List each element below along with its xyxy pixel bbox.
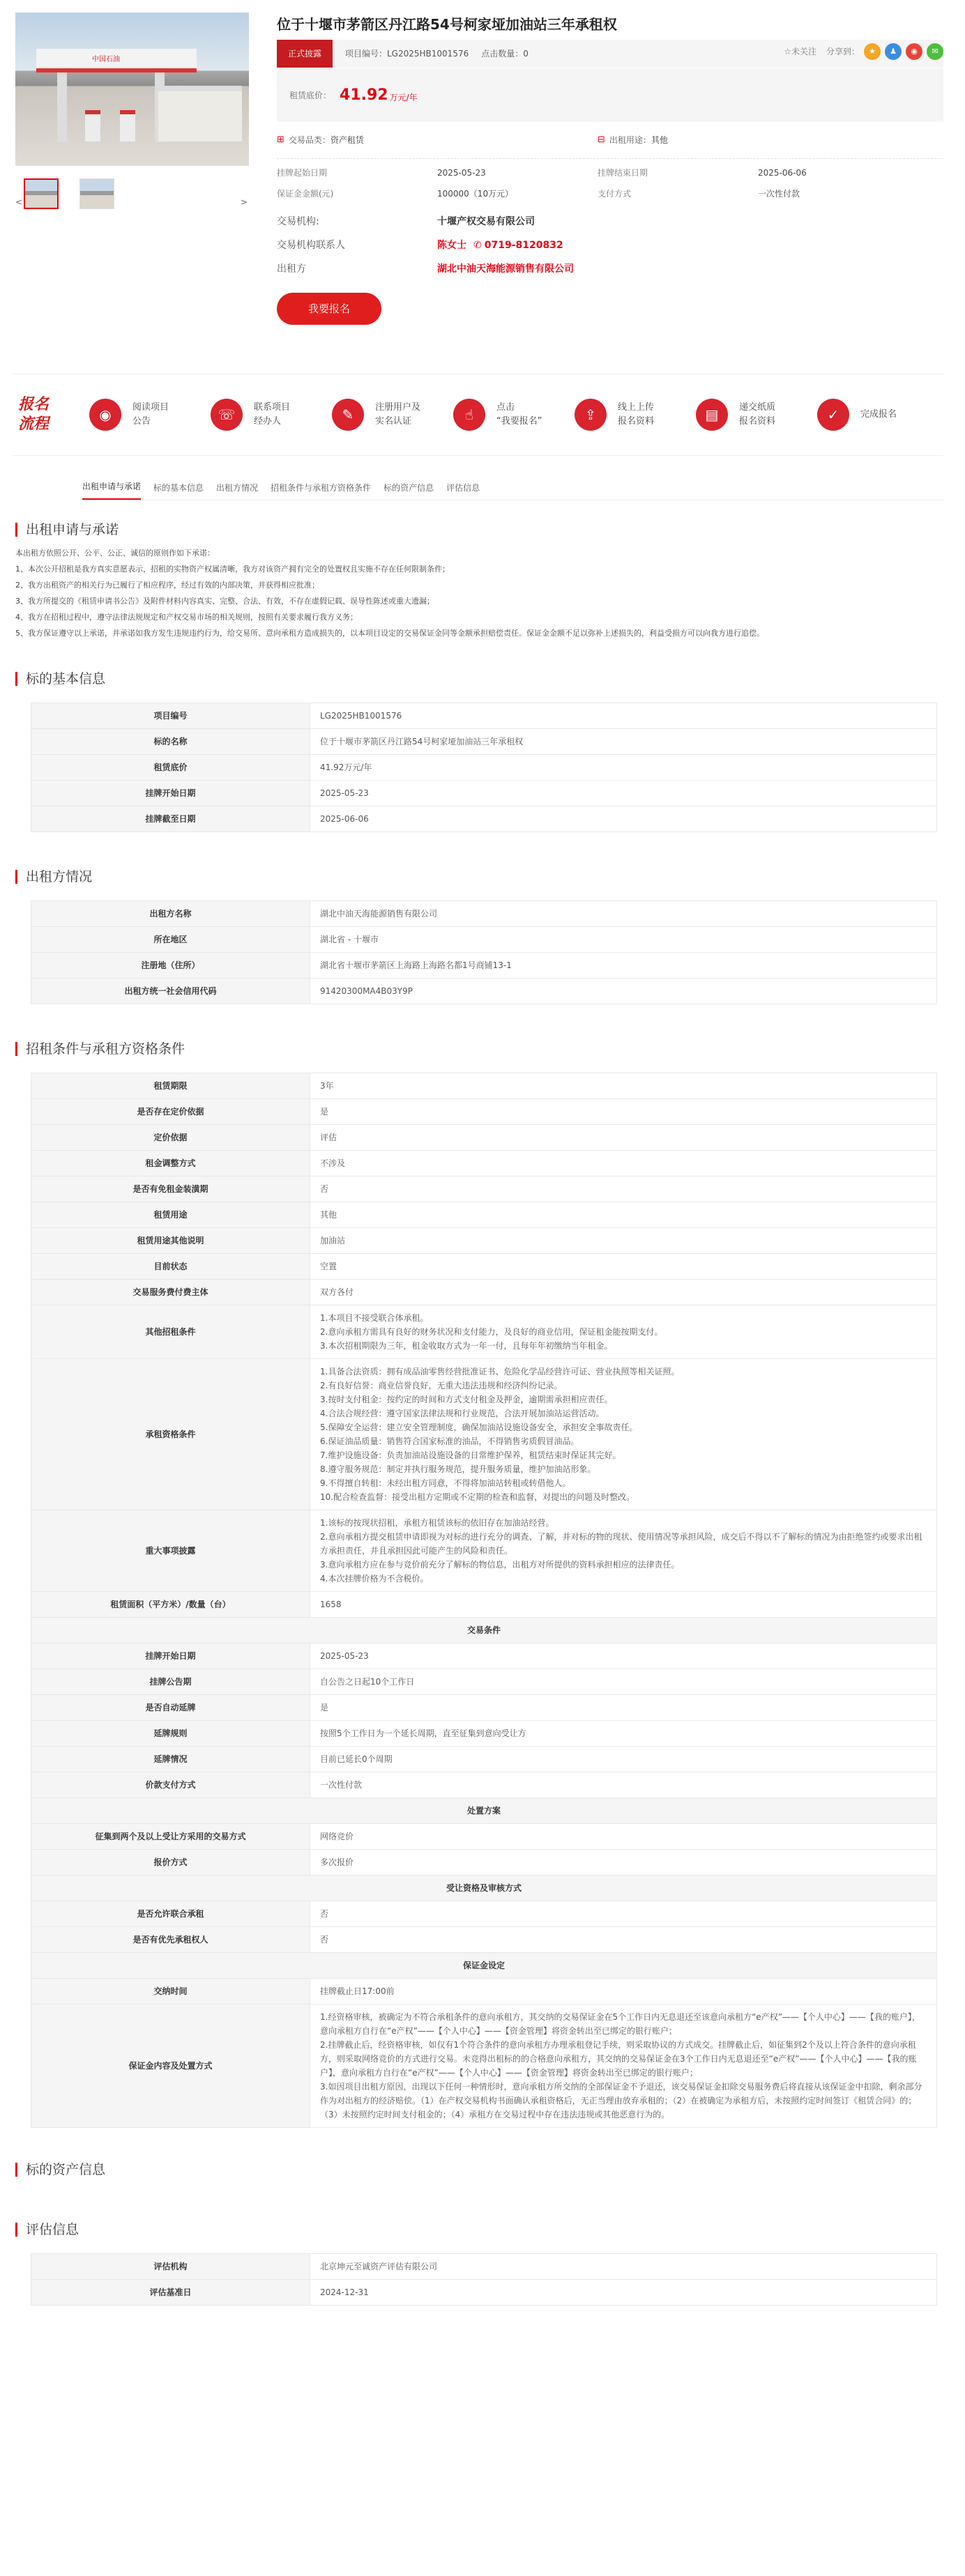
- commitment-line: 1、本次公开招租是我方真实意愿表示，招租的实物资产权属清晰，我方对该资产拥有完全的处置权且实施不存在任何限制条件；: [15, 565, 450, 574]
- group-title: 保证金设定: [31, 1953, 937, 1979]
- table-row: [31, 806, 937, 832]
- canopy-sign: 中国石油: [92, 56, 120, 63]
- table-row: [31, 1669, 937, 1695]
- row-label: 出租方统一社会信用代码: [31, 979, 310, 1004]
- contact-name: 陈女士: [437, 239, 466, 251]
- row-label: 标的名称: [31, 729, 310, 755]
- deposit-value: 100000（10万元）: [437, 189, 514, 199]
- group-row: [31, 1618, 937, 1643]
- row-label: 保证金内容及处置方式: [31, 2004, 310, 2128]
- lessor-link[interactable]: 湖北中油天海能源销售有限公司: [437, 263, 574, 275]
- step-icon: ◉: [89, 399, 121, 431]
- detail-tabs: [82, 473, 943, 500]
- lessor-table: [31, 900, 937, 1004]
- org-label: 交易机构:: [277, 215, 319, 227]
- step-line: 报名资料: [739, 416, 776, 427]
- phone-icon: ✆: [473, 239, 482, 251]
- list-end-value: 2025-06-06: [758, 168, 807, 178]
- table-row: [31, 1979, 937, 2004]
- lessor-row: [277, 255, 943, 283]
- row-value: 否: [310, 1901, 937, 1927]
- step-icon: ☏: [211, 399, 243, 431]
- row-value: 2025-05-23: [310, 1643, 937, 1669]
- table-row: [31, 953, 937, 979]
- table-row: [31, 755, 937, 781]
- flow-step: [689, 399, 810, 431]
- row-value: 2025-05-23: [310, 781, 937, 806]
- table-row: [31, 1592, 937, 1618]
- row-label: 是否允许联合承租: [31, 1901, 310, 1927]
- category-row: [277, 129, 943, 151]
- price-label: 租赁底价：: [289, 90, 332, 100]
- table-row: [31, 927, 937, 953]
- row-label: 租金调整方式: [31, 1151, 310, 1176]
- gallery: [15, 13, 249, 361]
- group-row: [31, 1953, 937, 1979]
- category-cell: [277, 133, 598, 147]
- step-icon: ✎: [332, 399, 364, 431]
- row-value: 1.该标的按现状招租，承租方租赁该标的依旧存在加油站经营。 2.意向承租方提交租赁申请即视为对标的进行充分的调查、了解，并对标的物的现状、使用情况等承担风险，成交后不得以不了解标的情况为由拒绝签约或要求出租方承担责任，并且承担因此可能产生的风险和责任。 3.意向承租方应在参与竞价前充分了解标的物信息，出租方对所提供的资料承担相应的法律责任。 4.本次挂牌价格为不含税价。: [310, 1510, 937, 1592]
- row-value: 多次报价: [310, 1850, 937, 1876]
- row-label: 是否自动延牌: [31, 1695, 310, 1721]
- row-value: 湖北省 - 十堰市: [310, 927, 937, 953]
- row-value: 北京坤元至诚资产评估有限公司: [310, 2254, 937, 2280]
- thumbnail[interactable]: [24, 178, 59, 209]
- row-label: 租赁底价: [31, 755, 310, 781]
- table-row: [31, 703, 937, 729]
- row-label: 评估机构: [31, 2254, 310, 2280]
- tag-icon: ⊟: [598, 135, 605, 146]
- table-row: [31, 1772, 937, 1798]
- detail-tab[interactable]: 出租申请与承诺: [82, 480, 141, 500]
- row-value: 否: [310, 1927, 937, 1953]
- row-value: 是: [310, 1695, 937, 1721]
- step-line: 线上上传: [618, 402, 655, 413]
- detail-tab[interactable]: 标的资产信息: [383, 483, 434, 493]
- flow-title: [13, 395, 82, 434]
- row-label: 租赁用途: [31, 1202, 310, 1228]
- table-row: [31, 1228, 937, 1254]
- step-line: 阅读项目: [132, 402, 169, 413]
- share-area: [784, 43, 943, 60]
- table-row: [31, 1073, 937, 1099]
- table-row: [31, 1254, 937, 1280]
- row-label: 交易服务费付费主体: [31, 1280, 310, 1305]
- commitment-line: 3、我方所提交的《租赁申请书公告》及附件材料内容真实、完整、合法、有效，不存在虚假记载、误导性陈述或重大遗漏；: [15, 597, 434, 606]
- row-value: 评估: [310, 1125, 937, 1151]
- step-line: 递交纸质: [739, 402, 776, 413]
- section-title: 出租申请与承诺: [13, 520, 943, 539]
- table-row: [31, 1099, 937, 1125]
- step-text: [254, 401, 310, 429]
- row-value: 空置: [310, 1254, 937, 1280]
- commitment-line: 4、我方在招租过程中，遵守法律法规规定和产权交易市场的相关规则，按照有关要求履行我方义务；: [15, 613, 358, 622]
- table-row: [31, 1125, 937, 1151]
- pay-label: 支付方式: [598, 189, 632, 199]
- category-label: 交易品类：: [288, 135, 330, 145]
- section-assets: [13, 2160, 943, 2179]
- group-row: [31, 1798, 937, 1824]
- group-title: 受让资格及审核方式: [31, 1876, 937, 1901]
- row-label: 重大事项披露: [31, 1510, 310, 1592]
- row-value: 挂牌截止日17:00前: [310, 1979, 937, 2004]
- step-line: 经办人: [254, 416, 282, 427]
- row-label: 租赁用途其他说明: [31, 1228, 310, 1254]
- row-value: 1.具备合法资质：拥有成品油零售经营批准证书、危险化学品经营许可证、营业执照等相关证照。 2.有良好信誉：商业信誉良好，无重大违法违规和经济纠纷记录。 3.按时支付租金：按约定的时间和方式支付租金及押金，逾期需承担相应责任。 4.合法合规经营：遵守国家法律法规和行业规范，合法开展加油站运营活动。 5.保障安全运营：建立安全管理制度，确保加油站设施设备安全，承担安全事故责任。 6.保证油品质量：销售符合国家标准的油品，不得销售劣质假冒油品。 7.维护设施设备：负责加油站设施设备的日常维护保养，租赁结束时保证其完好。 8.遵守服务规范：制定并执行服务规范，提升服务质量，维护加油站形象。 9.不得擅自转租：未经出租方同意，不得将加油站转租或转借他人。 10.配合检查监督：接受出租方定期或不定期的检查和监督，对提出的问题及时整改。: [310, 1359, 937, 1510]
- row-value: 位于十堰市茅箭区丹江路54号柯家垭加油站三年承租权: [310, 729, 937, 755]
- row-value: 按照5个工作日为一个延长周期，直至征集到意向受让方: [310, 1721, 937, 1747]
- section-basic-info: [13, 669, 943, 832]
- row-value: 不涉及: [310, 1151, 937, 1176]
- table-row: [31, 1202, 937, 1228]
- row-label: 其他招租条件: [31, 1305, 310, 1359]
- step-line: 注册用户及: [375, 402, 421, 413]
- row-label: 承租资格条件: [31, 1359, 310, 1510]
- commitment-line: 2、我方出租资产的相关行为已履行了相应程序，经过有效的内部决策，并获得相应批准；: [15, 581, 319, 590]
- project-code: 项目编号：LG2025HB1001576: [345, 49, 469, 59]
- table-row: [31, 729, 937, 755]
- section-evaluation: [13, 2220, 943, 2306]
- use-label: 出租用途：: [609, 135, 651, 145]
- step-text: [132, 401, 188, 429]
- registration-flow: [13, 374, 943, 456]
- row-value: 2024-12-31: [310, 2280, 937, 2306]
- detail-tab[interactable]: 出租方情况: [216, 483, 259, 493]
- table-row: [31, 1510, 937, 1592]
- table-row: [31, 1850, 937, 1876]
- table-row: [31, 1927, 937, 1953]
- step-line: 点击: [496, 402, 515, 413]
- table-row: [31, 1305, 937, 1359]
- row-label: 所在地区: [31, 927, 310, 953]
- flow-step: [325, 399, 446, 431]
- row-label: 挂牌开始日期: [31, 1643, 310, 1669]
- row-label: 项目编号: [31, 703, 310, 729]
- detail-tab[interactable]: 招租条件与承租方资格条件: [271, 483, 372, 493]
- weibo-icon[interactable]: ◉: [906, 43, 922, 60]
- row-value: 目前已延长0个周期: [310, 1747, 937, 1772]
- table-row: [31, 1359, 937, 1510]
- flow-step: [204, 399, 325, 431]
- row-label: 定价依据: [31, 1125, 310, 1151]
- step-line: 联系项目: [254, 402, 291, 413]
- price-bar: [277, 68, 943, 122]
- commitment-line: 5、我方保证遵守以上承诺，并承诺如我方发生违规违约行为，给交易所、意向承租方造成损失的，以本项目设定的交易保证金同等金额承担赔偿责任。保证金金额不足以弥补上述损失的，利益受损方可以向我方进行追偿。: [15, 629, 764, 638]
- row-label: 是否存在定价依据: [31, 1099, 310, 1125]
- row-value: 1.本项目不接受联合体承租。 2.意向承租方需具有良好的财务状况和支付能力，及良好的商业信用，保证租金能按期支付。 3.本次招租期限为三年，租金收取方式为一年一付，且每年年初缴纳当年租金。: [310, 1305, 937, 1359]
- pay-value: 一次性付款: [758, 189, 800, 199]
- row-value: 91420300MA4B03Y9P: [310, 979, 937, 1004]
- step-icon: ✓: [817, 399, 849, 431]
- code-bar: [277, 40, 943, 68]
- row-label: 交纳时间: [31, 1979, 310, 2004]
- conditions-table: [31, 1073, 937, 2128]
- qzone-icon[interactable]: ★: [864, 43, 881, 60]
- row-value: 网络竞价: [310, 1824, 937, 1850]
- group-title: 交易条件: [31, 1618, 937, 1643]
- flow-title-line: 报名: [18, 396, 50, 413]
- row-value: 加油站: [310, 1228, 937, 1254]
- table-row: [31, 1643, 937, 1669]
- row-label: 征集到两个及以上受让方采用的交易方式: [31, 1824, 310, 1850]
- content: [13, 13, 943, 2347]
- contact-phone: 0719-8120832: [484, 239, 563, 251]
- project-info: [277, 13, 943, 361]
- project-title: 位于十堰市茅箭区丹江路54号柯家垭加油站三年承租权: [277, 16, 617, 33]
- next-arrow-icon[interactable]: >: [241, 197, 248, 207]
- row-label: 报价方式: [31, 1850, 310, 1876]
- main-photo[interactable]: [15, 13, 249, 166]
- flow-steps: [82, 399, 943, 431]
- table-row: [31, 1721, 937, 1747]
- flow-step: [82, 399, 204, 431]
- thumbnail[interactable]: [79, 178, 114, 209]
- table-row: [31, 979, 937, 1004]
- step-line: “我要报名”: [496, 416, 542, 427]
- apply-button[interactable]: 我要报名: [277, 293, 381, 325]
- step-text: [618, 401, 674, 429]
- project-header: [13, 13, 943, 361]
- table-row: [31, 901, 937, 927]
- row-label: 延牌情况: [31, 1747, 310, 1772]
- row-value: 41.92万元/年: [310, 755, 937, 781]
- list-start-label: 挂牌起始日期: [277, 168, 328, 178]
- thumbnails: [15, 178, 249, 209]
- section-title: 标的基本信息: [13, 669, 943, 689]
- row-value: 其他: [310, 1202, 937, 1228]
- step-text: [496, 401, 552, 429]
- row-label: 出租方名称: [31, 901, 310, 927]
- row-label: 租赁面积（平方米）/数量（台）: [31, 1592, 310, 1618]
- row-value: 是: [310, 1099, 937, 1125]
- price-value: 41.92: [340, 86, 388, 104]
- row-label: 挂牌开始日期: [31, 781, 310, 806]
- row-label: 挂牌公告期: [31, 1669, 310, 1695]
- step-text: [860, 408, 916, 422]
- row-label: 注册地（住所）: [31, 953, 310, 979]
- row-value: 湖北省十堰市茅箭区上海路上海路名都1号商铺13-1: [310, 953, 937, 979]
- commitment-text: [13, 545, 943, 641]
- view-count: 点击数量：0: [481, 49, 529, 59]
- section-lessor: [13, 867, 943, 1004]
- section-title: 出租方情况: [13, 867, 943, 887]
- use-value: 其他: [651, 135, 668, 145]
- table-row: [31, 1280, 937, 1305]
- use-cell: [598, 133, 668, 147]
- detail-tab[interactable]: 标的基本信息: [153, 483, 204, 493]
- category-value: 资产租赁: [330, 135, 364, 145]
- section-conditions: [13, 1039, 943, 2128]
- row-value: 1658: [310, 1592, 937, 1618]
- row-label: 目前状态: [31, 1254, 310, 1280]
- share-label: 分享到：: [826, 47, 860, 56]
- evaluation-table: [31, 2253, 937, 2306]
- table-row: [31, 1824, 937, 1850]
- step-line: 公告: [132, 416, 151, 427]
- row-label: 是否有免租金装潢期: [31, 1176, 310, 1202]
- row-label: 租赁期限: [31, 1073, 310, 1099]
- row-value: 自公告之日起10个工作日: [310, 1669, 937, 1695]
- table-row: [31, 2004, 937, 2128]
- row-value: 一次性付款: [310, 1772, 937, 1798]
- list-start-value: 2025-05-23: [437, 168, 486, 178]
- table-row: [31, 2280, 937, 2306]
- row-value: 湖北中油天海能源销售有限公司: [310, 901, 937, 927]
- favorite-link[interactable]: ☆未关注: [784, 47, 816, 56]
- step-text: [739, 401, 795, 429]
- group-row: [31, 1876, 937, 1901]
- basic-info-table: [31, 703, 937, 832]
- user-share-icon[interactable]: ♟: [885, 43, 902, 60]
- section-title: 标的资产信息: [13, 2160, 943, 2179]
- lessor-label: 出租方: [277, 263, 306, 275]
- prev-arrow-icon[interactable]: <: [15, 197, 23, 207]
- row-value: 3年: [310, 1073, 937, 1099]
- pump: [85, 110, 100, 141]
- wechat-icon[interactable]: ✉: [927, 43, 943, 60]
- commitment-line: 本出租方依照公开、公平、公正、诚信的原则作如下承诺：: [15, 549, 215, 558]
- flow-step: [810, 399, 932, 431]
- step-icon: ▤: [696, 399, 728, 431]
- row-value: LG2025HB1001576: [310, 703, 937, 729]
- grid-icon: ⊞: [277, 135, 284, 146]
- deposit-label: 保证金金额(元): [277, 189, 334, 199]
- org-value: 十堰产权交易有限公司: [437, 215, 535, 227]
- step-line: 报名资料: [618, 416, 655, 427]
- section-commitment: [13, 520, 943, 641]
- detail-tab[interactable]: 评估信息: [446, 483, 480, 493]
- pillar: [57, 72, 67, 142]
- pump: [120, 110, 135, 141]
- step-line: 完成报名: [860, 409, 897, 420]
- row-label: 价款支付方式: [31, 1772, 310, 1798]
- section-title: 评估信息: [13, 2220, 943, 2239]
- flow-step: [446, 399, 568, 431]
- store: [158, 86, 242, 141]
- row-value: 双方各付: [310, 1280, 937, 1305]
- footer-spacer: [13, 2306, 943, 2347]
- step-icon: ⇪: [575, 399, 607, 431]
- table-row: [31, 1901, 937, 1927]
- row-label: 是否有优先承租权人: [31, 1927, 310, 1953]
- group-title: 处置方案: [31, 1798, 937, 1824]
- table-row: [31, 1151, 937, 1176]
- table-row: [31, 1747, 937, 1772]
- status-badge: 正式披露: [277, 40, 333, 68]
- price-unit: 万元/年: [389, 92, 418, 102]
- flow-title-line: 流程: [18, 415, 50, 433]
- section-title: 招租条件与承租方资格条件: [13, 1039, 943, 1059]
- table-row: [31, 781, 937, 806]
- flow-step: [568, 399, 689, 431]
- row-value: 1.经资格审核，被确定为不符合承租条件的意向承租方，其交纳的交易保证金在5个工作日内无息退还至该意向承租方“e产权”——【个人中心】——【我的账户】，意向承租方自行在“e产权”——【个人中心】——【资金管理】将资金转出至已绑定的银行账户； 2.挂牌截止后，经资格审核，如仅有1个符合条件的意向承租方办理承租登记手续，则采取协议的方式成交。挂牌截止后，如征集到2个及以上符合条件的意向承租方，则采取网络竞价的方式进行交易。未竞得出租标的的合格意向承租方，其交纳的交易保证金在3个工作日内无息退还至“e产权”——【个人中心】——【我的账户】，意向承租方自行在“e产权”——【个人中心】——【资金管理】将资金转出至已绑定的银行账户； 3.如因项目出租方原因，出现以下任何一种情形时，意向承租方所交纳的全部保证金不予退还，该交易保证金扣除交易服务费后将直接从该保证金中扣除，剩余部分作为对出租方的经济赔偿。（1）在产权交易机构书面确认承租资格后，无正当理由放弃承租的；（2）在被确定为承租方后，未按照约定时间签订《租赁合同》的；（3）未按照约定时间支付租金的；（4）承租方在交易过程中存在违法违规或其他恶意行为的。: [310, 2004, 937, 2128]
- contact-label: 交易机构联系人: [277, 239, 345, 251]
- row-value: 2025-06-06: [310, 806, 937, 832]
- table-row: [31, 1695, 937, 1721]
- list-end-label: 挂牌结束日期: [598, 168, 648, 178]
- step-line: 实名认证: [375, 416, 412, 427]
- canopy: [36, 49, 197, 72]
- table-row: [31, 1176, 937, 1202]
- deposit-row: [277, 180, 943, 208]
- step-text: [375, 401, 431, 429]
- row-label: 挂牌截至日期: [31, 806, 310, 832]
- row-label: 延牌规则: [31, 1721, 310, 1747]
- step-icon: ☝: [453, 399, 485, 431]
- row-value: 否: [310, 1176, 937, 1202]
- row-label: 评估基准日: [31, 2280, 310, 2306]
- table-row: [31, 2254, 937, 2280]
